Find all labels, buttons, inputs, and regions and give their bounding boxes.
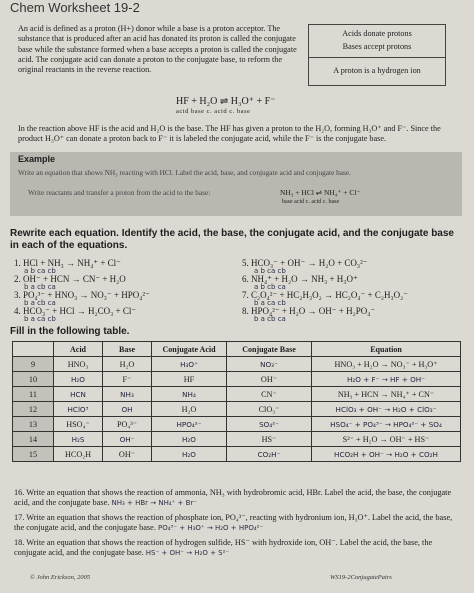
header-acid: Acid — [54, 342, 103, 357]
cell-conj-base: HS⁻ — [227, 432, 312, 447]
cell-conj-acid: H₂O — [152, 402, 227, 417]
cell-equation: HNO₃ + H₂O → NO₃⁻ + H₃O⁺ — [312, 357, 461, 372]
table-title: Fill in the following table. — [10, 326, 130, 337]
example-labels: base acid c. acid c. base — [282, 199, 340, 205]
equation-7-marks: b a ca cb — [254, 299, 286, 307]
row-number: 15 — [13, 447, 54, 462]
answer-16: NH₃ + HBr → NH₄⁺ + Br⁻ — [111, 499, 198, 507]
definition-box — [308, 24, 446, 86]
table-header-row — [13, 342, 461, 357]
cell-conj-base: NO₃⁻ — [227, 357, 312, 372]
cell-base: OH — [103, 402, 152, 417]
row-number: 9 — [13, 357, 54, 372]
intro-paragraph: An acid is defined as a proton (H+) donor while a base is a proton acceptor. The substance that is produced after an acid has donated its proton is called the conjugate base while the substance formed when a base accepts a proton is called the conjugate acid. The conjugate acid can donate a proton to the conjugate base, to reform the original reactants in the reverse reaction. — [18, 24, 297, 75]
question-16: 16. Write an equation that shows the reaction of ammonia, NH₃ with hydrobromic acid, HBr. Label the acid, the base, the conjugate acid, and the conjugate base. NH₃ + HBr → NH₄⁺ + Br⁻ — [14, 488, 452, 507]
equation-3: 3. PO₄³⁻ + HNO₃ → NO₃⁻ + HPO₄²⁻ — [14, 290, 150, 300]
equation-2: 2. OH⁻ + HCN → CN⁻ + H₂O — [14, 274, 126, 284]
hf-labels: acid base c. acid c. base — [176, 108, 251, 115]
table-row — [13, 357, 461, 372]
conjugate-table — [12, 341, 461, 462]
equation-6: 6. NH₄⁺ + H₂O → NH₃ + H₃O⁺ — [242, 274, 358, 284]
footer-filename: WS19-2ConjugatePairs — [330, 574, 392, 581]
example-label: Example — [18, 154, 56, 164]
example-instruction: Write an equation that shows NH₃ reacting with HCl. Label the acid, base, and conjugate acid and conjugate base. — [18, 168, 351, 177]
definition-proton: A proton is a hydrogen ion — [309, 57, 445, 75]
cell-base: NH₃ — [103, 387, 152, 402]
rewrite-instructions: Rewrite each equation. Identify the acid, the base, the conjugate acid, and the conjugate base in each of the equations. — [10, 228, 454, 251]
equation-5-marks: a b ca cb — [254, 267, 286, 275]
answer-17: PO₄³⁻ + H₃O⁺ → H₂O + HPO₄²⁻ — [158, 524, 264, 532]
equation-2-marks: b a cb ca — [24, 283, 56, 291]
cell-base: F⁻ — [103, 372, 152, 387]
equation-4: 4. HCO₃⁻ + HCl → H₂CO₃ + Cl⁻ — [14, 306, 137, 316]
cell-conj-acid: H₂O — [152, 432, 227, 447]
page-title: Chem Worksheet 19-2 — [10, 0, 140, 15]
cell-acid: H₂S — [54, 432, 103, 447]
equation-1: 1. HCl + NH₃ → NH₄⁺ + Cl⁻ — [14, 258, 121, 268]
table-row — [13, 387, 461, 402]
definition-bases: Bases accept protons — [342, 42, 412, 51]
cell-conj-base: OH⁻ — [227, 372, 312, 387]
equation-7: 7. C₂O₄²⁻ + HC₂H₃O₂ → HC₂O₄⁻ + C₂H₃O₂⁻ — [242, 290, 408, 300]
cell-base: OH⁻ — [103, 447, 152, 462]
hf-explanation: In the reaction above HF is the acid and H₂O is the base. The HF has given a proton to the H₂O, forming H₃O⁺ and F⁻. Since the product H₃O⁺ can donate a proton back to F⁻ it is labeled the conjugate acid, while the F⁻ is the conjugate base. — [18, 124, 441, 144]
row-number: 14 — [13, 432, 54, 447]
cell-equation: HSO₄⁻ + PO₄³⁻ → HPO₄²⁻ + SO₄ — [312, 417, 461, 432]
cell-acid: HSO₄⁻ — [54, 417, 103, 432]
table-row — [13, 447, 461, 462]
equation-3-marks: b a cb ca — [24, 299, 56, 307]
answer-18: HS⁻ + OH⁻ → H₂O + S²⁻ — [145, 549, 230, 557]
cell-equation: H₂O + F⁻ → HF + OH⁻ — [312, 372, 461, 387]
row-number: 12 — [13, 402, 54, 417]
footer-copyright: © John Erickson, 2005 — [30, 574, 91, 581]
cell-equation: S²⁻ + H₂O → OH⁻ + HS⁻ — [312, 432, 461, 447]
example-step: Write reactants and transfer a proton from the acid to the base: — [28, 188, 211, 197]
cell-conj-base: CN⁻ — [227, 387, 312, 402]
header-num — [13, 342, 54, 357]
cell-base: H₂O — [103, 357, 152, 372]
table-row — [13, 402, 461, 417]
cell-conj-acid: HF — [152, 372, 227, 387]
table-row — [13, 372, 461, 387]
cell-conj-acid: HPO₄²⁻ — [152, 417, 227, 432]
equation-5: 5. HCO₃⁻ + OH⁻ → H₂O + CO₃²⁻ — [242, 258, 368, 268]
row-number: 11 — [13, 387, 54, 402]
cell-equation: HCO₂H + OH⁻ → H₂O + CO₂H — [312, 447, 461, 462]
cell-conj-acid: NH₄ — [152, 387, 227, 402]
cell-equation: NH₃ + HCN → NH₄⁺ + CN⁻ — [312, 387, 461, 402]
row-number: 13 — [13, 417, 54, 432]
definition-acids: Acids donate protons — [342, 29, 412, 38]
cell-base: PO₄³⁻ — [103, 417, 152, 432]
cell-conj-acid: H₂O — [152, 447, 227, 462]
cell-acid: H₂O — [54, 372, 103, 387]
question-18: 18. Write an equation that shows the reaction of hydrogen sulfide, HS⁻ with hydroxide ion, OH⁻. Label the acid, the base, the conjugate acid, and the conjugate base. HS⁻ + OH⁻ → H₂O + S²⁻ — [14, 538, 433, 557]
row-number: 10 — [13, 372, 54, 387]
cell-acid: HNO₃ — [54, 357, 103, 372]
equation-1-marks: a b ca cb — [24, 267, 56, 275]
cell-acid: HClO³ — [54, 402, 103, 417]
equation-8-marks: b a cb ca — [254, 315, 286, 323]
cell-conj-base: CO₂H⁻ — [227, 447, 312, 462]
example-box — [10, 152, 462, 216]
cell-acid: HCO₂H — [54, 447, 103, 462]
cell-conj-base: ClO₃⁻ — [227, 402, 312, 417]
equation-6-marks: a b cb ca — [254, 283, 286, 291]
question-17: 17. Write an equation that shows the reaction of phosphate ion, PO₄³⁻, reacting with hydronium ion, H₃O⁺. Label the acid, the base, the conjugate acid, and the conjugate base. PO₄³⁻ + H₃O⁺ → H₂O + HPO₄²⁻ — [14, 513, 453, 532]
cell-conj-acid: H₃O⁺ — [152, 357, 227, 372]
cell-equation: HClO₃ + OH⁻ → H₂O + ClO₃⁻ — [312, 402, 461, 417]
header-equation: Equation — [312, 342, 461, 357]
header-conj-acid: Conjugate Acid — [152, 342, 227, 357]
cell-acid: HCN — [54, 387, 103, 402]
equation-8: 8. HPO₄²⁻ + H₂O → OH⁻ + H₂PO₄⁻ — [242, 306, 376, 316]
table-row — [13, 417, 461, 432]
header-conj-base: Conjugate Base — [227, 342, 312, 357]
cell-conj-base: SO₄²⁻ — [227, 417, 312, 432]
cell-base: OH⁻ — [103, 432, 152, 447]
equation-4-marks: b a ca cb — [24, 315, 56, 323]
header-base: Base — [103, 342, 152, 357]
hf-equation: HF + H₂O ⇌ H₃O⁺ + F⁻ — [176, 96, 276, 107]
example-equation: NH₃ + HCl ⇌ NH₄⁺ + Cl⁻ — [280, 188, 361, 197]
table-row — [13, 432, 461, 447]
